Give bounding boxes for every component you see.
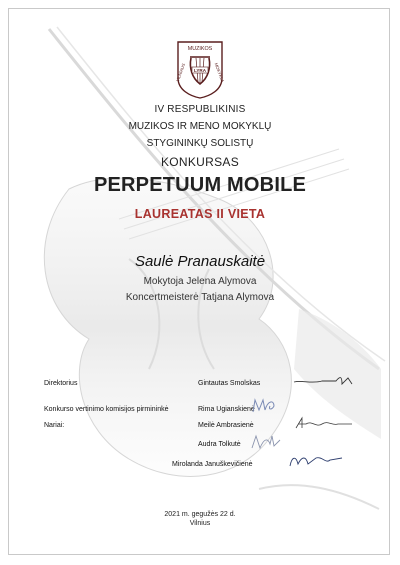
logo-text-top: MUZIKOS xyxy=(187,46,213,52)
teacher-line: Mokytoja Jelena Alymova xyxy=(143,276,257,287)
director-label: Direktorius xyxy=(44,380,78,387)
members-label: Nariai: xyxy=(44,422,65,429)
header-line-3: STYGININKŲ SOLISTŲ xyxy=(146,138,254,149)
issue-city: Vilnius xyxy=(189,520,211,527)
competition-title: PERPETUUM MOBILE xyxy=(93,174,307,196)
member-signature-2 xyxy=(248,432,284,452)
header-line-1: IV RESPUBLIKINIS xyxy=(154,104,246,115)
logo-text-band: LYRA xyxy=(193,67,207,73)
header-line-4: KONKURSAS xyxy=(160,155,240,169)
chair-signature xyxy=(250,396,280,416)
member-name-2: Audra Tolkutė xyxy=(198,441,241,448)
logo-text-left: VILNIAUS xyxy=(174,62,187,83)
director-name: Gintautas Smolskas xyxy=(198,380,261,387)
member-signature-3 xyxy=(286,452,346,470)
director-signature xyxy=(292,372,356,388)
award-label: LAUREATAS II VIETA xyxy=(134,207,266,221)
member-name-3: Mirolanda Januškevičienė xyxy=(172,461,253,468)
chair-label: Konkurso vertinimo komisijos pirmininkė xyxy=(44,406,169,413)
school-lyre-logo xyxy=(172,38,228,100)
laureate-name: Saulė Pranauskaitė xyxy=(134,253,266,270)
member-name-1: Meilė Ambrasienė xyxy=(198,422,254,429)
issue-date: 2021 m. gegužės 22 d. xyxy=(164,511,236,518)
accompanist-line: Koncertmeisterė Tatjana Alymova xyxy=(125,292,275,303)
member-signature-1 xyxy=(292,414,356,432)
header-line-2: MUZIKOS IR MENO MOKYKLŲ xyxy=(128,121,272,132)
chair-name: Rima Ugianskienė xyxy=(198,406,255,413)
logo-text-right: MOKYKLA xyxy=(213,62,226,83)
